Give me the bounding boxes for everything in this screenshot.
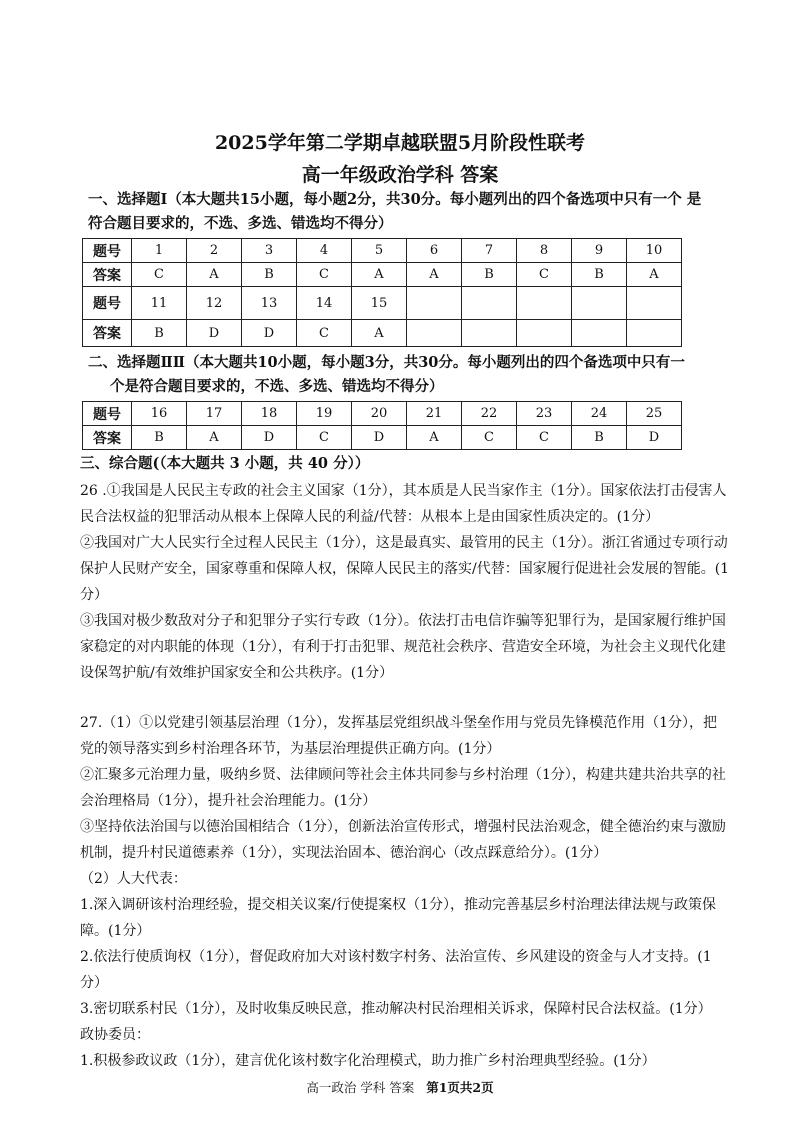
- question-number-cell: 14: [297, 287, 352, 320]
- question-number-cell: [407, 287, 462, 320]
- table-row: [83, 239, 682, 263]
- answer-cell: [517, 320, 572, 347]
- question-number-cell: 12: [187, 287, 242, 320]
- answer-cell: A: [352, 263, 407, 287]
- q27-paragraph-9: 1.积极参政议政（1分），建言优化该村数字化治理模式，助力推广乡村治理典型经验。(1分）: [80, 1053, 656, 1069]
- section-2-line-2: 个是符合题目要求的，不选、多选、错选均不得分）: [110, 378, 444, 395]
- answer-cell: C: [132, 263, 187, 287]
- question-number-cell: 13: [242, 287, 297, 320]
- q27-paragraph-5: 1.深入调研该村治理经验，提交相关议案/行使提案权（1分），推动完善基层乡村治理法律法规与政策保障。(1分）: [80, 897, 716, 939]
- question-number-cell: [517, 287, 572, 320]
- question-number-cell: 11: [132, 287, 187, 320]
- question-number-cell: 25: [627, 402, 682, 426]
- q27-paragraph-1: 27.（1）①以党建引领基层治理（1分），发挥基层党组织战斗堡垒作用与党员先锋模范作用（1分），把党的领导落实到乡村治理各环节，为基层治理提供正确方向。(1分）: [80, 715, 717, 757]
- answer-cell: A: [407, 426, 462, 450]
- table-row: [83, 320, 682, 347]
- table-row: [83, 263, 682, 287]
- q27-paragraph-2: ②汇聚多元治理力量，吸纳乡贤、法律顾问等社会主体共同参与乡村治理（1分），构建共建共治共享的社会治理格局（1分），提升社会治理能力。(1分）: [80, 767, 726, 809]
- answer-cell: B: [572, 426, 627, 450]
- table-row: [83, 402, 682, 426]
- answer-cell: A: [352, 320, 407, 347]
- table-row: [83, 287, 682, 320]
- q27-paragraph-4: （2）人大代表：: [80, 871, 187, 887]
- question-number-cell: 22: [462, 402, 517, 426]
- answer-cell: [407, 320, 462, 347]
- question-26-answer: [80, 478, 730, 686]
- answer-cell: C: [462, 426, 517, 450]
- answer-table-1: [82, 238, 682, 347]
- section-3-heading: 三、综合题(（本大题共 3 小题，共 40 分））: [80, 455, 370, 472]
- question-number-cell: 18: [242, 402, 297, 426]
- row-label: 题号: [83, 402, 132, 426]
- row-label: 题号: [83, 239, 132, 263]
- q26-paragraph-2: ②我国对广大人民实行全过程人民民主（1分），这是最真实、最管用的民主（1分）。浙江省通过专项行动保护人民财产安全，国家尊重和保障人权，保障人民民主的落实/代替：国家履行促进社会发展的智能。(1分）: [80, 535, 730, 603]
- section-2-line-1: 二、选择题ⅡⅡ（本大题共10小题，每小题3分，共30分。每小题列出的四个备选项中只有一: [88, 354, 685, 371]
- section-1-line-2: 符合题目要求的，不选、多选、错选均不得分）: [88, 215, 393, 232]
- answer-cell: D: [627, 426, 682, 450]
- question-number-cell: 23: [517, 402, 572, 426]
- footer-page-number: 第1页共2页: [426, 1080, 494, 1095]
- page-title: 2025学年第二学期卓越联盟5月阶段性联考: [214, 132, 586, 154]
- row-label: 答案: [83, 320, 132, 347]
- question-number-cell: 1: [132, 239, 187, 263]
- row-label: 题号: [83, 287, 132, 320]
- answer-cell: [627, 320, 682, 347]
- section-1-heading: [88, 188, 701, 236]
- q27-paragraph-7: 3.密切联系村民（1分），及时收集反映民意，推动解决村民治理相关诉求，保障村民合法权益。(1分）: [80, 1001, 712, 1017]
- question-number-cell: 3: [242, 239, 297, 263]
- question-number-cell: 10: [627, 239, 682, 263]
- question-27-answer: [80, 710, 730, 1074]
- answer-cell: D: [242, 320, 297, 347]
- answer-cell: A: [187, 263, 242, 287]
- answer-cell: [462, 320, 517, 347]
- question-number-cell: 9: [572, 239, 627, 263]
- q27-paragraph-6: 2.依法行使质询权（1分），督促政府加大对该村数字村务、法治宣传、乡风建设的资金与人才支持。(1分）: [80, 949, 712, 991]
- row-label: 答案: [83, 263, 132, 287]
- page-subtitle: 高一年级政治学科 答案: [301, 164, 499, 186]
- q27-paragraph-8: 政协委员：: [80, 1027, 150, 1043]
- question-number-cell: 5: [352, 239, 407, 263]
- answer-cell: C: [297, 320, 352, 347]
- question-number-cell: [462, 287, 517, 320]
- footer-subject: 高一政治 学科 答案: [306, 1080, 415, 1095]
- question-number-cell: 4: [297, 239, 352, 263]
- page-footer: [0, 1078, 800, 1096]
- section-2-heading: [88, 351, 685, 399]
- question-number-cell: 8: [517, 239, 572, 263]
- answer-cell: D: [242, 426, 297, 450]
- q27-paragraph-3: ③坚持依法治国与以德治国相结合（1分），创新法治宣传形式，增强村民法治观念，健全德治约束与激励机制，提升村民道德素养（1分），实现法治固本、德治润心（改点踩意给分）。(1分）: [80, 819, 726, 861]
- question-number-cell: 6: [407, 239, 462, 263]
- q26-paragraph-3: ③我国对极少数敌对分子和犯罪分子实行专政（1分）。依法打击电信诈骗等犯罪行为，是国家履行维护国家稳定的对内职能的体现（1分），有利于打击犯罪、规范社会秩序、营造安全环境，为社会主义现代化建设保驾护航/有效维护国家安全和公共秩序。(1分）: [80, 613, 726, 681]
- answer-cell: C: [517, 263, 572, 287]
- q26-paragraph-1: 26 .①我国是人民民主专政的社会主义国家（1分），其本质是人民当家作主（1分）。国家依法打击侵害人民合法权益的犯罪活动从根本上保障人民的利益/代替：从根本上是由国家性质决定的。(1分）: [80, 483, 727, 525]
- answer-cell: D: [187, 320, 242, 347]
- answer-cell: B: [572, 263, 627, 287]
- answer-cell: D: [352, 426, 407, 450]
- question-number-cell: 19: [297, 402, 352, 426]
- answer-cell: A: [187, 426, 242, 450]
- section-1-line-1: 一、选择题Ⅰ（本大题共15小题，每小题2分，共30分。每小题列出的四个备选项中只有一个 是: [88, 191, 702, 208]
- answer-cell: C: [297, 263, 352, 287]
- answer-cell: [572, 320, 627, 347]
- question-number-cell: [627, 287, 682, 320]
- question-number-cell: 2: [187, 239, 242, 263]
- answer-cell: B: [132, 320, 187, 347]
- question-number-cell: 20: [352, 402, 407, 426]
- answer-cell: B: [462, 263, 517, 287]
- question-number-cell: 17: [187, 402, 242, 426]
- question-number-cell: 21: [407, 402, 462, 426]
- question-number-cell: 7: [462, 239, 517, 263]
- answer-cell: C: [297, 426, 352, 450]
- question-number-cell: 24: [572, 402, 627, 426]
- row-label: 答案: [83, 426, 132, 450]
- answer-cell: A: [407, 263, 462, 287]
- question-number-cell: 16: [132, 402, 187, 426]
- question-number-cell: 15: [352, 287, 407, 320]
- answer-cell: B: [242, 263, 297, 287]
- answer-cell: B: [132, 426, 187, 450]
- answer-cell: A: [627, 263, 682, 287]
- table-row: [83, 426, 682, 450]
- answer-cell: C: [517, 426, 572, 450]
- question-number-cell: [572, 287, 627, 320]
- answer-table-2: [82, 401, 682, 450]
